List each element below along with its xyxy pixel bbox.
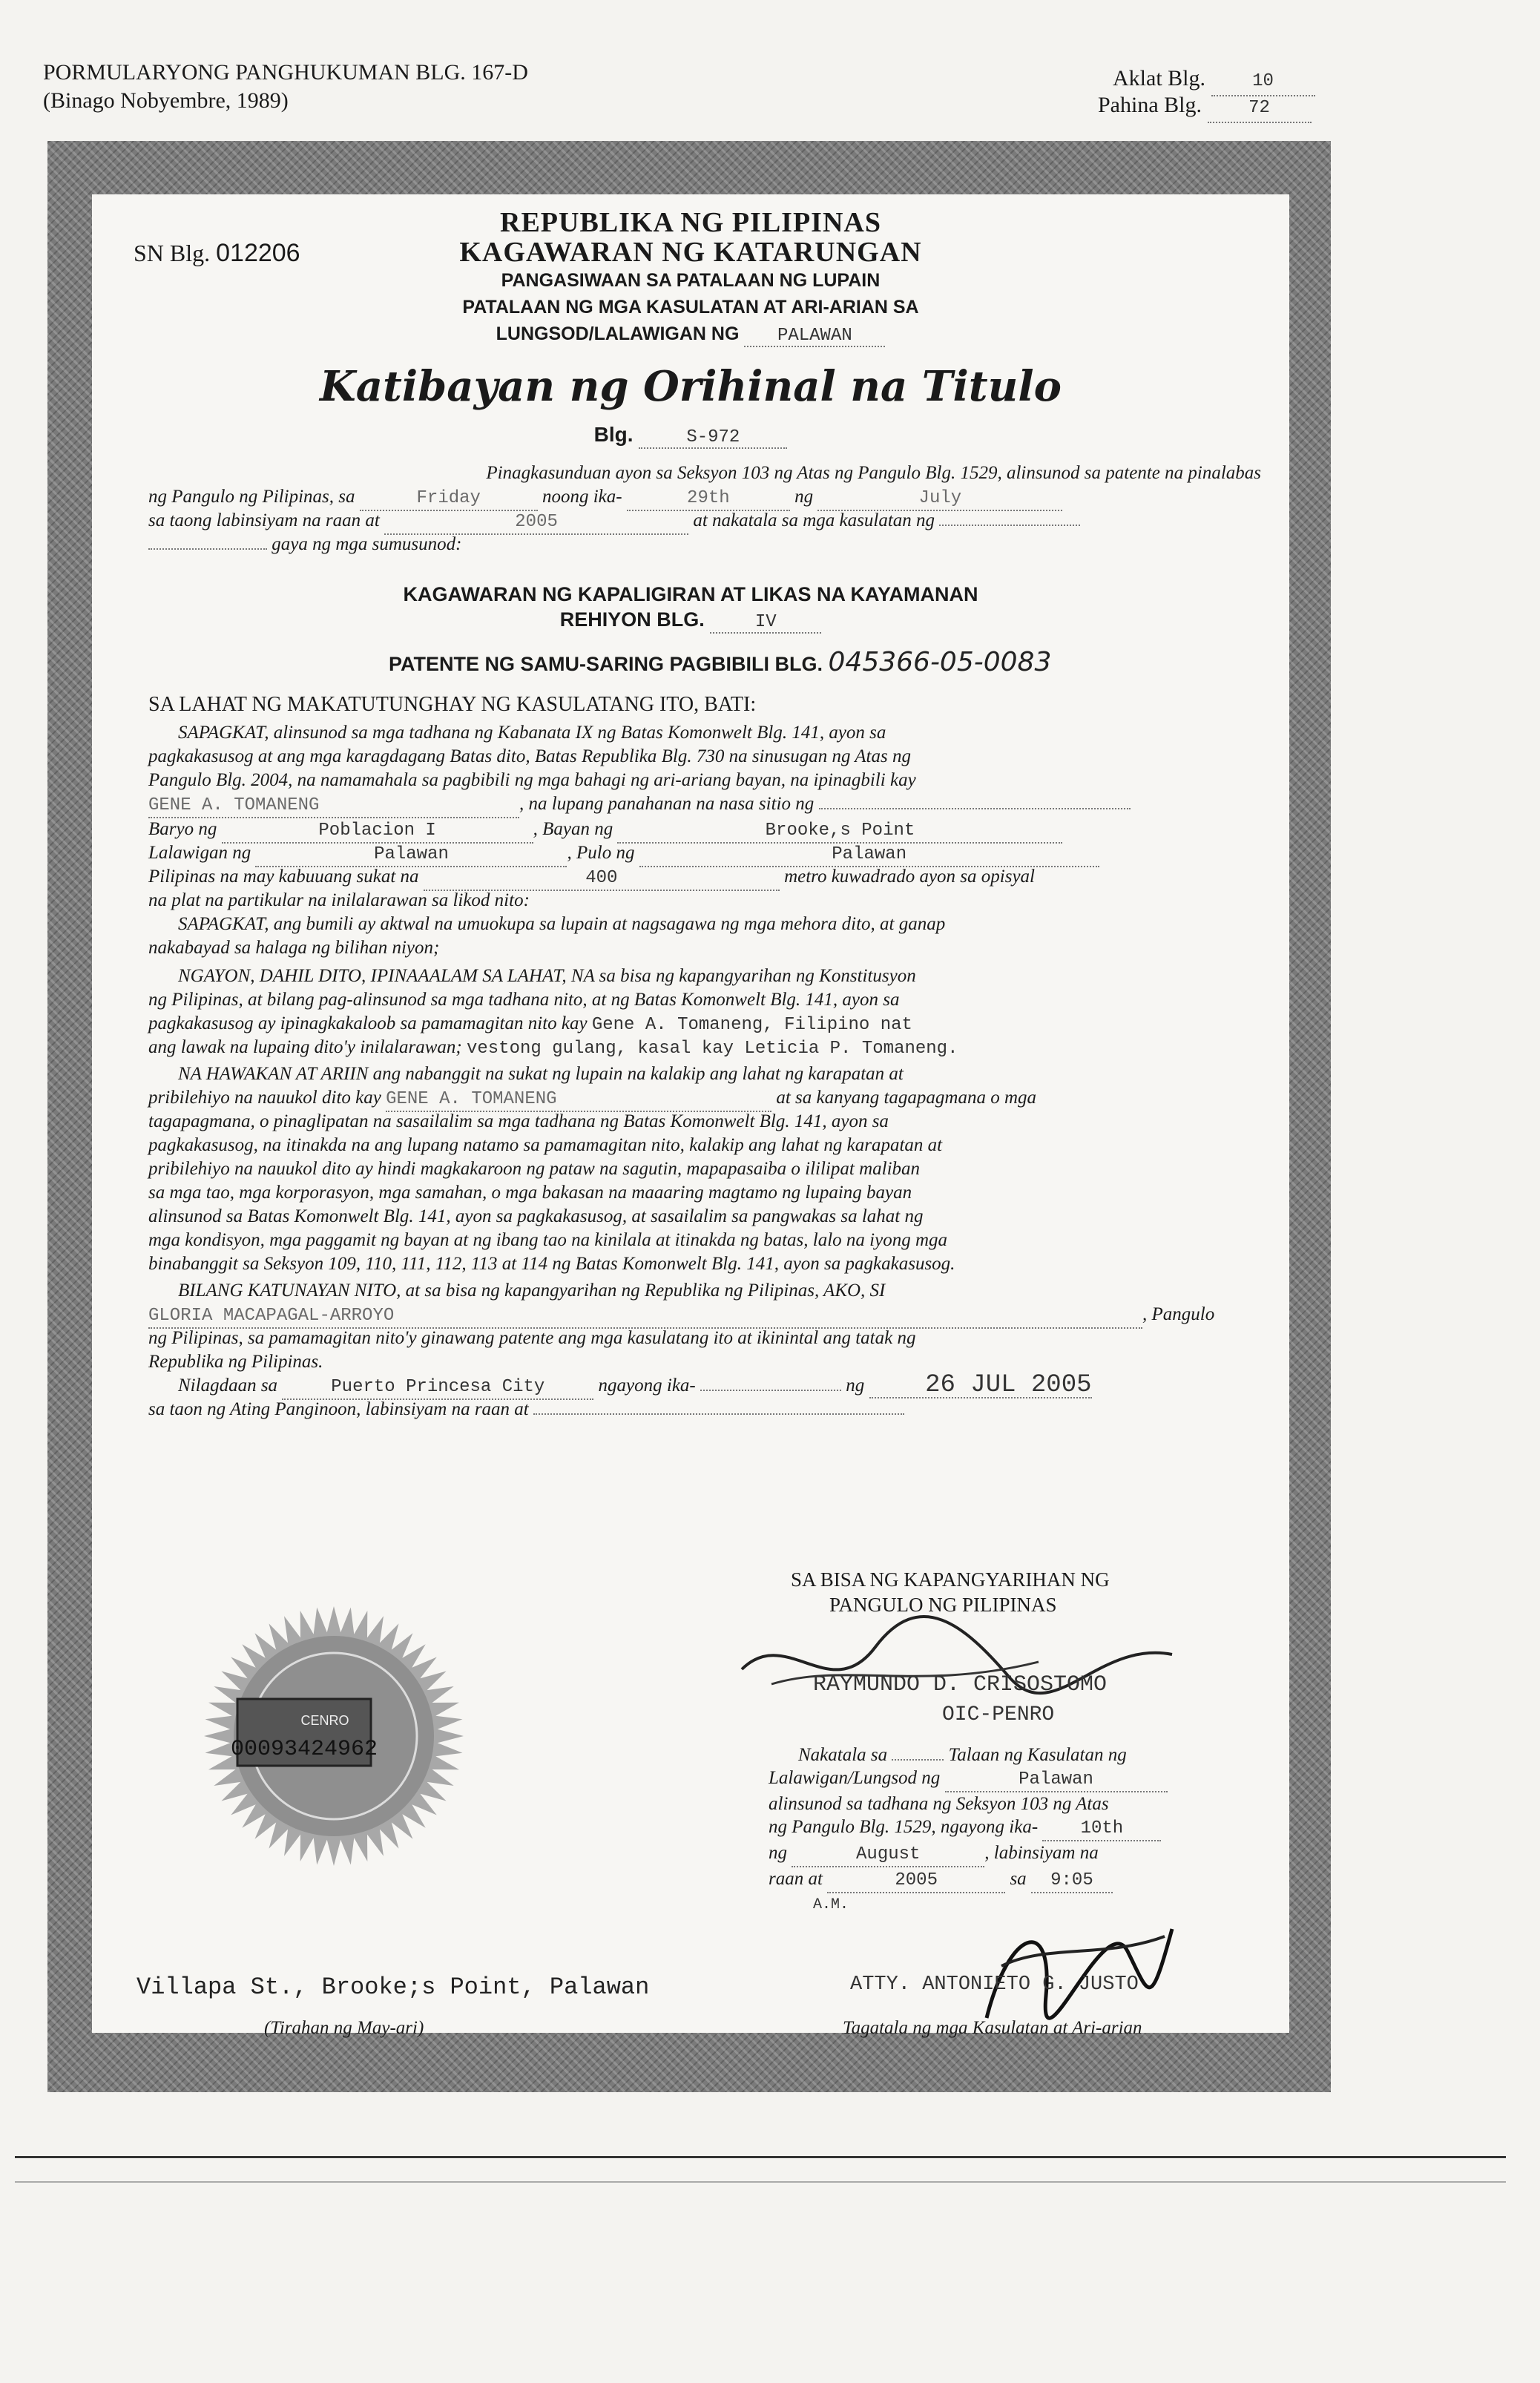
area-line [148,865,1246,891]
region-line [92,608,1289,634]
year-label: sa taon ng Ating Panginoon, labinsiyam na raan at [148,1399,529,1419]
registry-heading: PATALAAN NG MGA KASULATAN AT ARI-ARIAN SA [462,297,919,318]
lalawigan-value: Palawan [255,843,567,867]
registry-text: ng [1108,1745,1127,1765]
para2-line2: nakabayad sa halaga ng bilihan niyon; [148,938,440,958]
denr-heading: KAGAWARAN NG KAPALIGIRAN AT LIKAS NA KAYAMANAN [403,583,978,605]
region-label: REHIYON BLG. [559,608,705,631]
para3-line3 [148,1012,1246,1036]
registry-text: , labinsiyam na [984,1843,1099,1863]
title-number-value: S-972 [639,427,787,449]
signed-label: Nilagdaan sa [178,1375,278,1396]
seal-number: 00093424962 [230,1737,378,1762]
bottom-rule [15,2156,1506,2158]
intro-line-4 [148,533,1246,556]
serial-label: SN Blg. [134,240,211,266]
registrar-title: Tagatala ng mga Kasulatan at Ari-arian [843,2018,1142,2038]
owner-address: Villapa St., Brooke;s Point, Palawan [136,1973,650,2001]
intro-text: at nakatala sa mga kasulatan ng [693,510,935,530]
owner-address-label: (Tirahan ng May-ari) [264,2018,424,2038]
baryo-value: Poblacion I [222,819,533,844]
registry-text: raan at [769,1869,823,1889]
registry-time: 9:05 [1031,1869,1113,1893]
city-label: LUNGSOD/LALAWIGAN NG [496,323,740,344]
page-number [1098,92,1312,123]
city-line [92,323,1289,347]
para4-line8: mga kondisyon, mga paggamit ng bayan at ng ibang tao na kinilala at itinakda ng batas, lalo na iyong mga [148,1230,948,1250]
para4-line5: pribilehiyo na nauukol dito ay hindi magkakaroon ng pataw na sagutin, mapapasaiba o ililipat maliban [148,1159,921,1179]
plat-line: na plat na partikular na inilalarawan sa likod nito: [148,890,530,910]
registrar-signature [957,1884,1179,2033]
year-line [148,1398,1246,1421]
para1-line2: pagkakasusog at ang mga karagdagang Batas dito, Batas Republika Blg. 730 na sinusugan ng Atas ng [148,746,911,766]
area-value: 400 [424,867,780,891]
holder-name: GENE A. TOMANENG [386,1088,771,1112]
title-number-label: Blg. [593,423,634,446]
registry-province: Palawan [945,1768,1168,1792]
body-text: at sa kanyang tagapagmana o mga [776,1088,1037,1108]
para4-line9: binabanggit sa Seksyon 109, 110, 111, 112, 113 at 114 ng Batas Komonwelt Blg. 141, ayon sa pagkakasusog. [148,1254,955,1274]
intro-text: ng Pangulo ng Pilipinas, sa [148,487,355,507]
pulo-value: Palawan [639,843,1099,867]
serial-value: 012206 [216,239,300,267]
city-value: PALAWAN [744,326,885,347]
registry-year: 2005 [827,1869,1005,1893]
intro-text: noong ika- [542,487,622,507]
patent-issue-day: Friday [360,487,538,511]
para2-line1: SAPAGKAT, ang bumili ay aktwal na umuokupa sa lupain at nagsagawa ng mga mehora dito, at ganap [178,914,946,934]
greeting: SA LAHAT NG MAKATUTUNGHAY NG KASULATANG ITO, BATI: [148,693,757,716]
intro-line-3 [148,509,1246,535]
book-label: Aklat Blg. [1113,66,1205,91]
signer-title: OIC-PENRO [942,1703,1055,1726]
para4-line2 [148,1086,1246,1112]
registry-text: Nakatala sa [798,1745,888,1765]
area-unit: metro kuwadrado ayon sa opisyal [784,867,1036,887]
book-value: 10 [1211,68,1315,96]
para3-line1: NGAYON, DAHIL DITO, IPINAAALAM SA LAHAT, NA sa bisa ng kapangyarihan ng Konstitusyon [178,966,916,986]
registry-line-1 [769,1743,1266,1766]
registry-line-3: alinsunod sa tadhana ng Seksyon 103 ng Atas [769,1794,1109,1814]
president-name: GLORIA MACAPAGAL-ARROYO [148,1304,1142,1329]
intro-text: sa taong labinsiyam na raan at [148,510,380,530]
revision-note: (Binago Nobyembre, 1989) [43,88,289,113]
blank-field [148,548,267,550]
para5-line3: ng Pilipinas, sa pamamagitan nito'y ginawang patente ang mga kasulatang ito at ikinintal ang tatak ng [148,1328,916,1348]
republic-heading: REPUBLIKA NG PILIPINAS [500,207,881,238]
blank-field [533,1413,904,1415]
registry-text: Talaan ng Kasulatan [948,1745,1104,1765]
area-label: Pilipinas na may kabuuang sukat na [148,867,419,887]
page-value: 72 [1208,95,1312,123]
para4-line1: NA HAWAKAN AT ARIIN ang nabanggit na sukat ng lupain na kalakip ang lahat ng karapatan at [178,1064,904,1084]
grantee-status: vestong gulang, kasal kay Leticia P. Tomaneng. [466,1039,958,1059]
official-seal [200,1603,467,1870]
department-heading: KAGAWARAN NG KATARUNGAN [459,237,922,268]
patent-issue-date: 29th [627,487,790,511]
patent-line [389,647,1051,677]
signed-date: 26 JUL 2005 [869,1374,1092,1398]
para3-line4 [148,1036,1246,1060]
para4-line7: alinsunod sa Batas Komonwelt Blg. 141, ayon sa pagkakasusog, at sasailalim sa pangwakas sa lahat ng [148,1206,924,1226]
para4-line4: pagkakasusog, na itinakda na ang lupang natamo sa pamamagitan nito, kalakip ang lahat ng karapatan at [148,1135,943,1155]
registry-text: Lalawigan/Lungsod ng [769,1768,941,1788]
intro-text: gaya ng mga sumusunod: [272,534,462,554]
lalawigan-label: Lalawigan ng [148,843,251,863]
signed-line [178,1371,1276,1400]
bottom-rule-faint [15,2181,1506,2183]
lalawigan-line [148,841,1246,867]
registry-month: August [792,1843,984,1867]
patent-number: 045366-05-0083 [828,647,1052,677]
para5-line1: BILANG KATUNAYAN NITO, at sa bisa ng kapangyarihan ng Republika ng Pilipinas, AKO, SI [178,1281,886,1301]
blank-field [819,808,1131,809]
registry-line-4 [769,1815,1266,1841]
registry-text: ng [769,1843,787,1863]
patent-issue-month: July [817,487,1062,511]
bayan-value: Brooke,s Point [617,819,1062,844]
registry-ampm: A.M. [813,1896,849,1913]
patent-issue-year: 2005 [384,510,688,535]
para5-line4: Republika ng Pilipinas. [148,1352,323,1372]
page-label: Pahina Blg. [1098,93,1202,117]
authority-line-1: SA BISA NG KAPANGYARIHAN NG [791,1568,1110,1591]
buyer-name: GENE A. TOMANENG [148,794,519,818]
intro-text: ng [794,487,814,507]
signed-day-label: ngayong ika- [598,1375,696,1396]
signed-month-label: ng [846,1375,865,1396]
admin-heading: PANGASIWAAN SA PATALAAN NG LUPAIN [501,270,881,291]
para3-line2: ng Pilipinas, at bilang pag-alinsunod sa mga tadhana nito, at ng Batas Komonwelt Blg. 141, ayon sa [148,990,900,1010]
body-text: pagkakasusog ay ipinagkakaloob sa pamamagitan nito kay [148,1013,588,1033]
body-text: , Pangulo [1142,1304,1215,1324]
para1-line4 [148,792,1246,818]
body-text: , na lupang panahanan na nasa sitio ng [519,794,815,814]
registry-text: ng Pangulo Blg. 1529, ngayong ika- [769,1817,1039,1837]
registry-line-5 [769,1841,1266,1867]
form-name: PORMULARYONG PANGHUKUMAN BLG. 167-D [43,60,528,85]
seal-label: CENRO [300,1713,349,1728]
para5-line2 [148,1303,1246,1329]
registrar-name: ATTY. ANTONIETO G. JUSTO [850,1973,1139,1996]
registry-line-2 [769,1766,1266,1792]
pulo-label: , Pulo ng [567,843,635,863]
intro-line-2 [148,485,1246,511]
director-signature [727,1595,1187,1721]
baryo-label: Baryo ng [148,819,217,839]
para1-line3: Pangulo Blg. 2004, na namamahala sa pagbibili ng mga bahagi ng ari-ariang bayan, na ipinagbili kay [148,770,916,790]
blank-field [939,525,1080,526]
document-title: Katibayan ng Orihinal na Titulo [320,362,1062,411]
registry-day: 10th [1042,1817,1161,1841]
blank-field [700,1390,841,1391]
region-value: IV [710,612,821,634]
intro-line-1: Pinagkasunduan ayon sa Seksyon 103 ng Atas ng Pangulo Blg. 1529, alinsunod sa patente na pinalabas [486,463,1261,483]
baryo-line [148,818,1246,844]
para4-line6: sa mga tao, mga korporasyon, mga samahan, o mga bakasan na maaaring magtamo ng lupaing bayan [148,1183,912,1203]
blank-field [892,1759,944,1761]
patent-label: PATENTE NG SAMU-SARING PAGBIBILI BLG. [389,653,823,675]
signer-name: RAYMUNDO D. CRISOSTOMO [813,1672,1108,1697]
body-text: ang lawak na lupaing dito'y inilalarawan; [148,1037,462,1057]
bayan-label: , Bayan ng [533,819,613,839]
para4-line3: tagapagmana, o pinaglipatan na sasailalim sa mga tadhana ng Batas Komonwelt Blg. 141, ayon sa [148,1111,889,1131]
signed-place: Puerto Princesa City [282,1375,593,1400]
authority-line-2: PANGULO NG PILIPINAS [829,1594,1057,1616]
title-number [92,423,1289,449]
registry-text: sa [1010,1869,1027,1889]
body-text: pribilehiyo na nauukol dito kay [148,1088,381,1108]
para1-line1: SAPAGKAT, alinsunod sa mga tadhana ng Kabanata IX ng Batas Komonwelt Blg. 141, ayon sa [178,723,886,743]
grantee-name: Gene A. Tomaneng, Filipino nat [591,1015,912,1035]
